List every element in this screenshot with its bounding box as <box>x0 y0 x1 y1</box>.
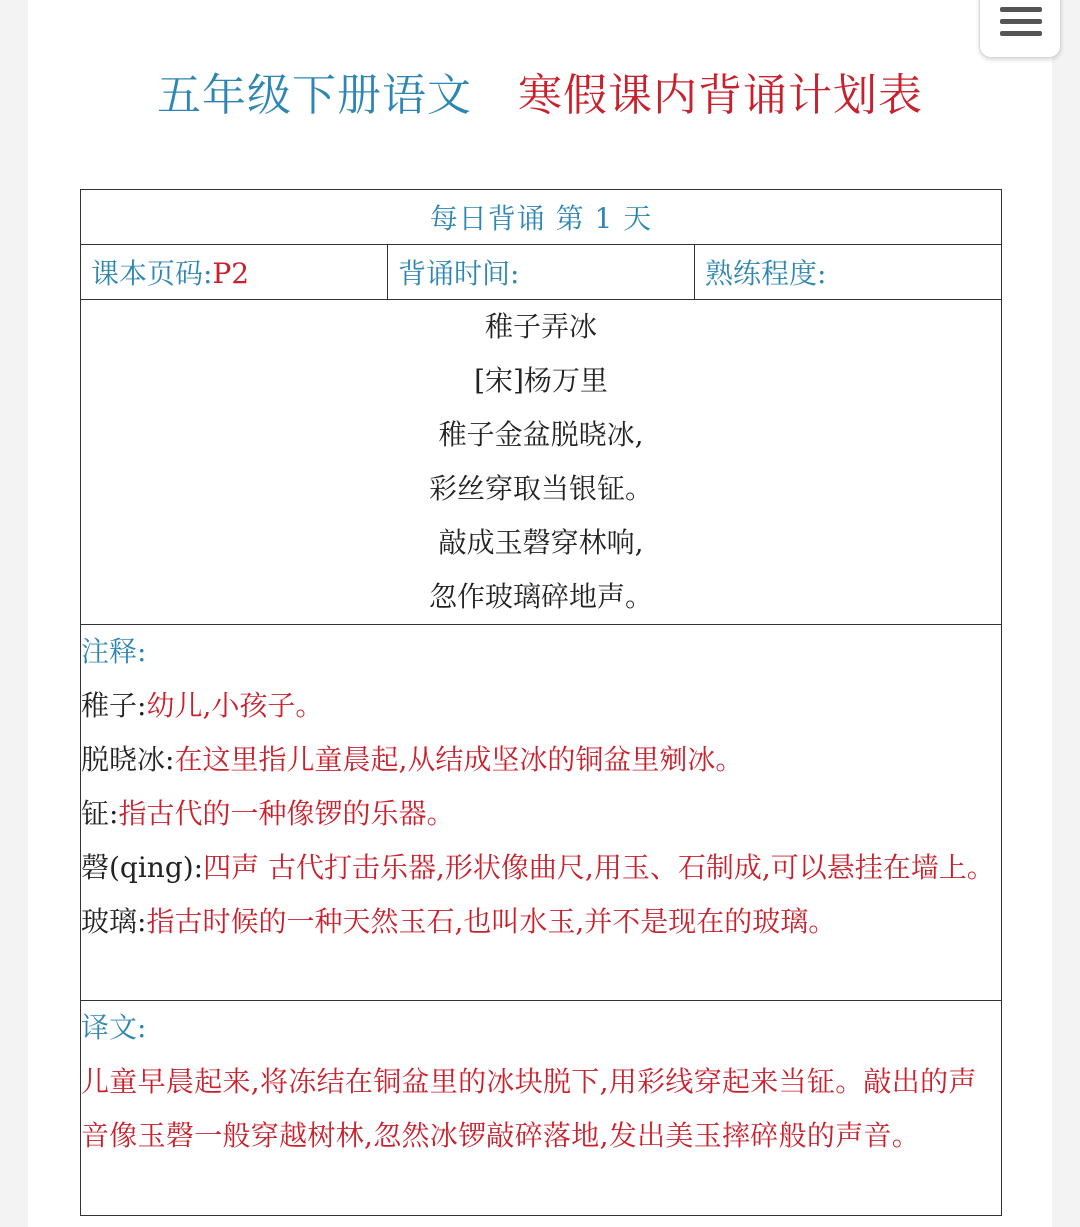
note-item <box>81 679 1001 733</box>
day-header: 每日背诵 第 1 天 <box>81 190 1002 245</box>
page-number-value: P2 <box>212 257 250 290</box>
note-term: 玻璃: <box>81 905 147 938</box>
poem-author: [宋]杨万里 <box>474 364 608 397</box>
proficiency-cell <box>695 245 1002 300</box>
note-definition: 指古代的一种像锣的乐器。 <box>118 797 455 830</box>
hamburger-menu-icon <box>1000 7 1042 12</box>
note-term: 钲: <box>81 797 119 830</box>
poem-line: 稚子金盆脱晓冰, <box>438 418 644 451</box>
page-title-grade: 五年级下册语文 <box>157 70 472 121</box>
proficiency-label: 熟练程度: <box>705 257 827 290</box>
note-definition: 指古时候的一种天然玉石,也叫水玉,并不是现在的玻璃。 <box>146 905 837 938</box>
note-definition: 幼儿,小孩子。 <box>146 689 324 722</box>
translation-cell <box>81 1001 1002 1216</box>
note-definition: 在这里指儿童晨起,从结成坚冰的铜盆里剜冰。 <box>174 743 744 776</box>
hamburger-menu-icon-bar <box>1000 31 1042 36</box>
note-item <box>81 895 1001 949</box>
page-number-label: 课本页码: <box>91 257 213 290</box>
poem-line: 敲成玉磬穿林响, <box>438 526 644 559</box>
recitation-plan-table <box>80 189 1002 1216</box>
poem-line: 彩丝穿取当银钲。 <box>429 472 654 505</box>
page-title-plan: 寒假课内背诵计划表 <box>518 70 923 121</box>
note-definition: 四声 古代打击乐器,形状像曲尺,用玉、石制成,可以悬挂在墙上。 <box>203 851 995 884</box>
menu-button[interactable] <box>979 0 1061 58</box>
notes-cell <box>81 625 1002 1001</box>
poem-line: 忽作玻璃碎地声。 <box>429 580 654 613</box>
notes-label: 注释: <box>81 635 147 668</box>
note-term: 脱晓冰: <box>81 743 175 776</box>
note-item <box>81 733 1001 787</box>
recite-time-cell <box>388 245 695 300</box>
note-item <box>81 841 1001 895</box>
translation-label: 译文: <box>81 1011 147 1044</box>
recite-time-label: 背诵时间: <box>398 257 520 290</box>
page-number-cell <box>81 245 388 300</box>
page-title <box>0 66 1080 126</box>
note-term: 磬(qing): <box>81 851 204 884</box>
poem-title: 稚子弄冰 <box>485 310 598 343</box>
poem-cell <box>81 300 1002 625</box>
hamburger-menu-icon-bar <box>1000 19 1042 24</box>
note-item <box>81 787 1001 841</box>
translation-text: 儿童早晨起来,将冻结在铜盆里的冰块脱下,用彩线穿起来当钲。敲出的声音像玉磬一般穿越树林,忽然冰锣敲碎落地,发出美玉摔碎般的声音。 <box>81 1065 977 1152</box>
note-term: 稚子: <box>81 689 147 722</box>
